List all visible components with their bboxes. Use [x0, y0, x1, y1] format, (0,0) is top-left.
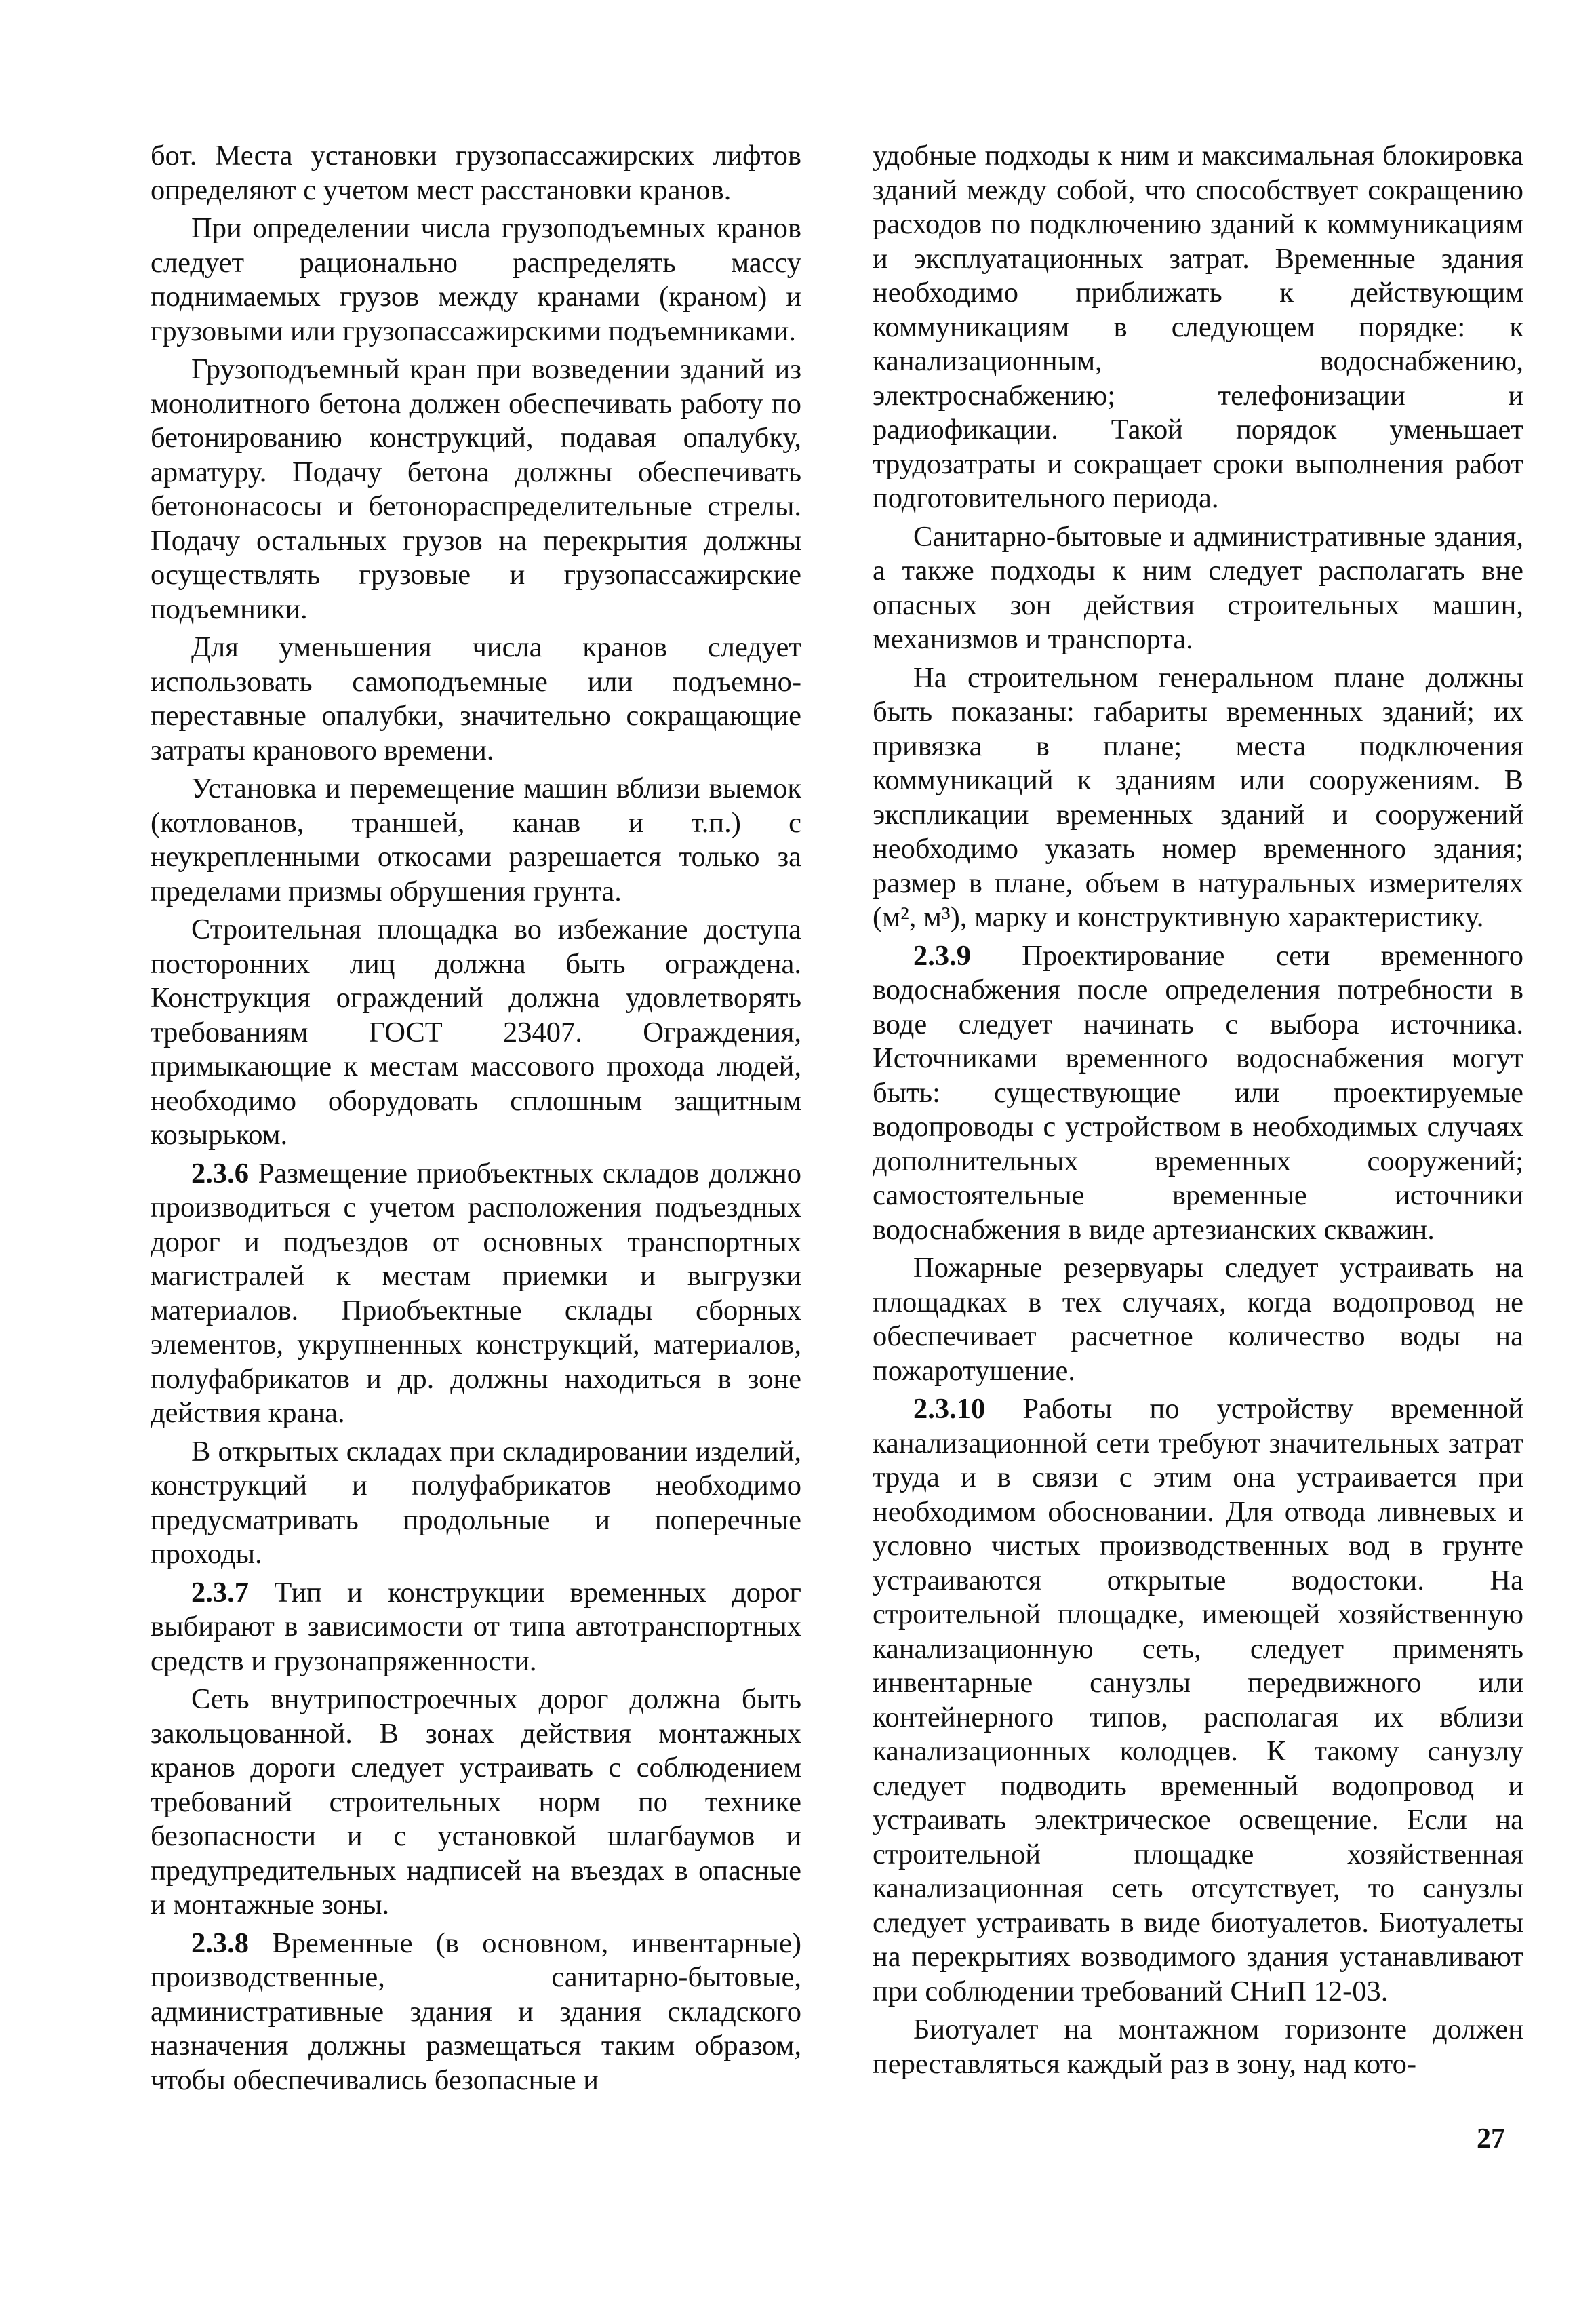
paragraph [151, 631, 801, 768]
section-number: 2.3.10 [913, 1393, 986, 1425]
paragraph-text: Установка и перемещение машин вблизи выемок (котлованов, траншей, канав и т.п.) с неукрепленными откосами разрешается только за пределами призмы обрушения грунта. [151, 772, 801, 907]
right-column [873, 139, 1523, 2081]
paragraph-text: Грузоподъемный кран при возведении зданий из монолитного бетона должен обеспечивать работу по бетонированию конструкций, подавая опалубку, арматуру. Подачу бетона должны обеспечивать бетононасосы и бетонораспределительные стрелы. Подачу остальных грузов на перекрытия должны осуществлять грузовые и грузопассажирские подъемники. [151, 353, 801, 625]
section-number: 2.3.7 [191, 1576, 249, 1609]
section-number: 2.3.6 [191, 1157, 249, 1189]
paragraph-text: При определении числа грузоподъемных кранов следует рационально распределять массу поднимаемых грузов между кранами (краном) и грузовыми или грузопассажирскими подъемниками. [151, 212, 801, 347]
paragraph-text: бот. Места установки грузопассажирских лифтов определяют с учетом мест расстановки кранов. [151, 140, 801, 206]
left-column [151, 139, 801, 2098]
paragraph-text: Размещение приобъектных складов должно производиться с учетом расположения подъездных дорог и подъездов от основных транспортных магистралей к местам приемки и выгрузки материалов. Приобъектные склады сборных элементов, укрупненных конструкций, материалов, полуфабрикатов и др. должны находиться в зоне действия крана. [151, 1157, 801, 1429]
paragraph-text: Пожарные резервуары следует устраивать на площадках в тех случаях, когда водопровод не обеспечивает расчетное количество воды на пожаротушение. [873, 1252, 1523, 1387]
paragraph [873, 939, 1523, 1248]
paragraph [151, 1927, 801, 2098]
paragraph [151, 772, 801, 909]
paragraph-text: Проектирование сети временного водоснабжения после определения потребности в воде следует начинать с выбора источника. Источниками временного водоснабжения могут быть: существующие или проектируемые водопроводы с устройством в необходимых случаях дополнительных временных сооружений; самостоятельные временные источники водоснабжения в виде артезианских скважин. [873, 939, 1523, 1246]
paragraph-text: Тип и конструкции временных дорог выбирают в зависимости от типа автотранспортных средств и грузонапряженности. [151, 1576, 801, 1677]
paragraph [873, 520, 1523, 657]
paragraph-text: Временные (в основном, инвентарные) производственные, санитарно-бытовые, административные здания и здания складского назначения должны размещаться таким образом, чтобы обеспечивались безопасные и [151, 1927, 801, 2096]
paragraph [151, 353, 801, 627]
paragraph-text: Работы по устройству временной канализационной сети требуют значительных затрат труда и в связи с этим она устраивается при необходимом обосновании. Для отвода ливневых и условно чистых производственных вод в грунте устраиваются открытые водостоки. На строительной площадке, имеющей хозяйственную канализационную сеть, следует применять инвентарные санузлы передвижного или контейнерного типов, располагая их вблизи канализационных колодцев. К такому санузлу следует подводить временный водопровод и устраивать электрическое освещение. Если на строительной площадке хозяйственная канализационная сеть отсутствует, то санузлы следует устраивать в виде биотуалетов. Биотуалеты на перекрытиях возводимого здания устанавливают при соблюдении требований СНиП 12-03. [873, 1393, 1523, 2007]
paragraph-text: Строительная площадка во избежание доступа посторонних лиц должна быть ограждена. Конструкция ограждений должна удовлетворять требованиям ГОСТ 23407. Ограждения, примыкающие к местам массового прохода людей, необходимо оборудовать сплошным защитным козырьком. [151, 913, 801, 1151]
section-number: 2.3.8 [191, 1927, 249, 1959]
paragraph [151, 212, 801, 349]
paragraph-text: На строительном генеральном плане должны быть показаны: габариты временных зданий; их привязка в плане; места подключения коммуникаций к зданиям или сооружениям. В экспликации временных зданий и сооружений необходимо указать номер временного здания; размер в плане, объем в натуральных измерителях (м², м³), марку и конструктивную характеристику. [873, 661, 1523, 933]
paragraph [873, 661, 1523, 935]
paragraph-text: Биотуалет на монтажном горизонте должен переставляться каждый раз в зону, над кото- [873, 2013, 1523, 2080]
paragraph-text: удобные подходы к ним и максимальная блокировка зданий между собой, что способствует сокращению расходов по подключению зданий к коммуникациям и эксплуатационных затрат. Временные здания необходимо приближать к действующим коммуникациям в следующем порядке: к канализационным, водоснабжению, электроснабжению; телефонизации и радиофикации. Такой порядок уменьшает трудозатраты и сокращает сроки выполнения работ подготовительного периода. [873, 140, 1523, 514]
paragraph [151, 139, 801, 208]
paragraph-text: Сеть внутрипостроечных дорог должна быть закольцованной. В зонах действия монтажных кранов дороги следует устраивать с соблюдением требований строительных норм по технике безопасности и с установкой шлагбаумов и предупредительных надписей на въездах в опасные и монтажные зоны. [151, 1683, 801, 1921]
page-number: 27 [1477, 2123, 1505, 2154]
paragraph-text: Санитарно-бытовые и административные здания, а также подходы к ним следует располагать вне опасных зон действия строительных машин, механизмов и транспорта. [873, 520, 1523, 655]
paragraph-text: В открытых складах при складировании изделий, конструкций и полуфабрикатов необходимо предусматривать продольные и поперечные проходы. [151, 1435, 801, 1570]
paragraph [151, 1682, 801, 1923]
paragraph [873, 139, 1523, 516]
paragraph [873, 1251, 1523, 1388]
paragraph [151, 1157, 801, 1431]
paragraph [151, 913, 801, 1153]
paragraph [873, 2013, 1523, 2081]
paragraph [151, 1576, 801, 1679]
paragraph-text: Для уменьшения числа кранов следует использовать самоподъемные или подъемно-переставные опалубки, значительно сокращающие затраты кранового времени. [151, 631, 801, 766]
paragraph [151, 1435, 801, 1572]
section-number: 2.3.9 [913, 939, 971, 972]
paragraph [873, 1392, 1523, 2009]
